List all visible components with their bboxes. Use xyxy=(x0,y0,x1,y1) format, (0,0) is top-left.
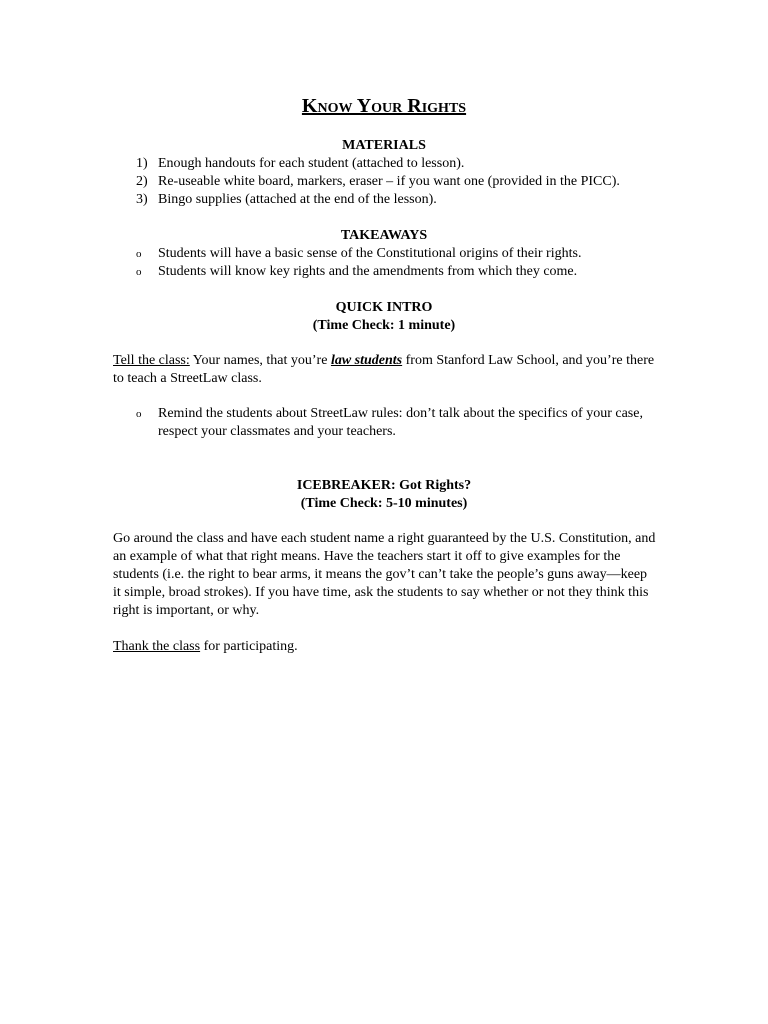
bullet-icon: o xyxy=(136,266,142,278)
list-item: 3) Bingo supplies (attached at the end of the lesson). xyxy=(136,192,437,207)
bullet-icon: o xyxy=(136,248,142,260)
list-item: 2) Re-useable white board, markers, eraser – if you want one (provided in the PICC). xyxy=(136,174,620,189)
list-item: o Students will know key rights and the amendments from which they come. xyxy=(136,264,578,279)
list-item: 1) Enough handouts for each student (attached to lesson). xyxy=(136,156,465,171)
quick-intro-time-check: (Time Check: 1 minute) xyxy=(312,318,456,333)
reminder-list xyxy=(136,405,656,441)
quick-intro-heading: QUICK INTRO xyxy=(335,300,433,315)
icebreaker-time-check: (Time Check: 5-10 minutes) xyxy=(300,496,468,511)
list-item: o Remind the students about StreetLaw rules: don’t talk about the specifics of your case, respect your classmates and your teachers. xyxy=(136,406,643,439)
takeaways-list xyxy=(136,245,656,281)
icebreaker-paragraph: Go around the class and have each student name a right guaranteed by the U.S. Constitution, and an example of what that right means. Have the teachers start it off to give examples for the students (i.e. the right to bear arms, it means the gov’t can’t take the people’s guns away—keep it simple, broad strokes). If you have time, ask the students to say whether or not they think this right is important, or why. xyxy=(113,531,656,618)
list-item: o Students will have a basic sense of the Constitutional origins of their rights. xyxy=(136,246,582,261)
tell-the-class-paragraph: Tell the class: Your names, that you’re law students from Stanford Law School, and you’re there to teach a StreetLaw class. xyxy=(113,353,655,386)
icebreaker-heading: ICEBREAKER: Got Rights? xyxy=(296,478,472,493)
bullet-icon: o xyxy=(136,408,142,420)
materials-list xyxy=(136,155,620,209)
thank-the-class-paragraph: Thank the class for participating. xyxy=(113,639,298,654)
document-title: Know Your Rights xyxy=(301,95,467,117)
materials-heading: MATERIALS xyxy=(342,138,426,153)
takeaways-heading: TAKEAWAYS xyxy=(340,228,428,243)
